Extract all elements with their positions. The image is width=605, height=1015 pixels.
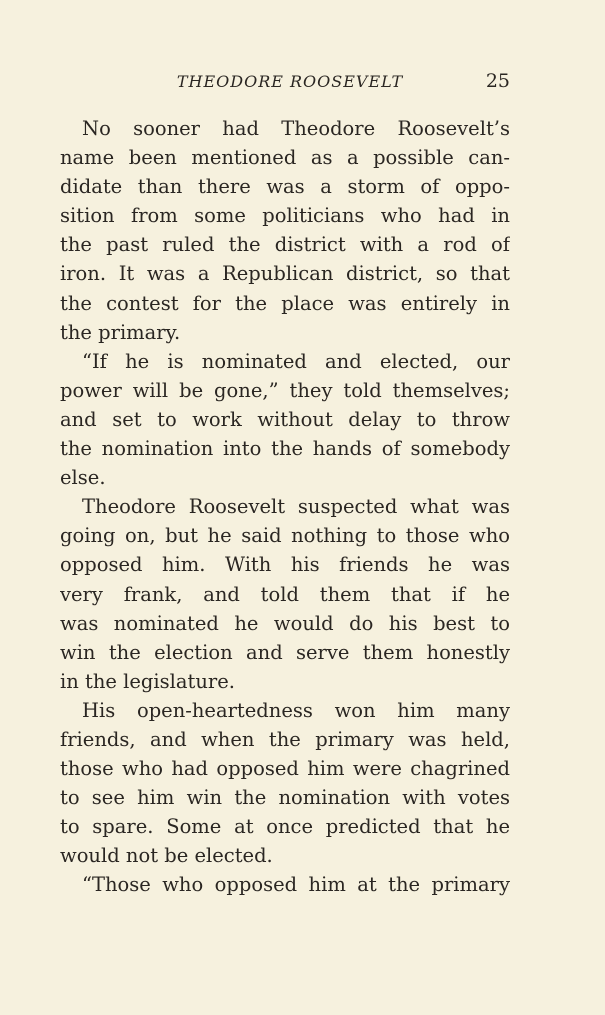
text-line: those who had opposed him were chagrined — [60, 757, 510, 781]
text-line: power will be gone,” they told themselves; — [60, 378, 510, 402]
text-line: didate than there was a storm of oppo- — [60, 175, 510, 199]
text-line: Theodore Roosevelt suspected what was — [82, 495, 510, 519]
text-line: name been mentioned as a possible can- — [60, 146, 510, 170]
text-line: win the election and serve them honestly — [60, 640, 510, 664]
text-line: friends, and when the primary was held, — [60, 727, 510, 751]
text-line: would not be elected. — [60, 844, 273, 868]
text-line: and set to work without delay to throw — [60, 407, 510, 431]
text-line: to see him win the nomination with votes — [60, 786, 510, 810]
text-line: His open-heartedness won him many — [82, 698, 510, 722]
text-line: the nomination into the hands of somebody — [60, 437, 510, 461]
running-head-title: THEODORE ROOSEVELT — [176, 72, 404, 91]
text-line: “Those who opposed him at the primary — [82, 873, 510, 897]
text-line: iron. It was a Republican district, so that — [60, 262, 510, 286]
text-line: in the legislature. — [60, 669, 235, 693]
text-line: No sooner had Theodore Roosevelt’s — [82, 117, 510, 140]
running-head — [60, 72, 510, 96]
text-line: else. — [60, 466, 106, 490]
text-line: was nominated he would do his best to — [60, 611, 510, 635]
text-line: sition from some politicians who had in — [60, 204, 510, 228]
text-line: to spare. Some at once predicted that he — [60, 815, 510, 839]
text-line: the past ruled the district with a rod of — [60, 233, 510, 257]
page-number: 25 — [485, 70, 510, 92]
text-line: very frank, and told them that if he — [60, 582, 510, 606]
text-line: going on, but he said nothing to those who — [60, 524, 510, 548]
text-line: the primary. — [60, 320, 181, 344]
text-line: the contest for the place was entirely in — [60, 291, 510, 315]
body-text — [60, 114, 510, 900]
text-line: opposed him. With his friends he was — [60, 553, 510, 577]
text-line: “If he is nominated and elected, our — [82, 349, 510, 373]
